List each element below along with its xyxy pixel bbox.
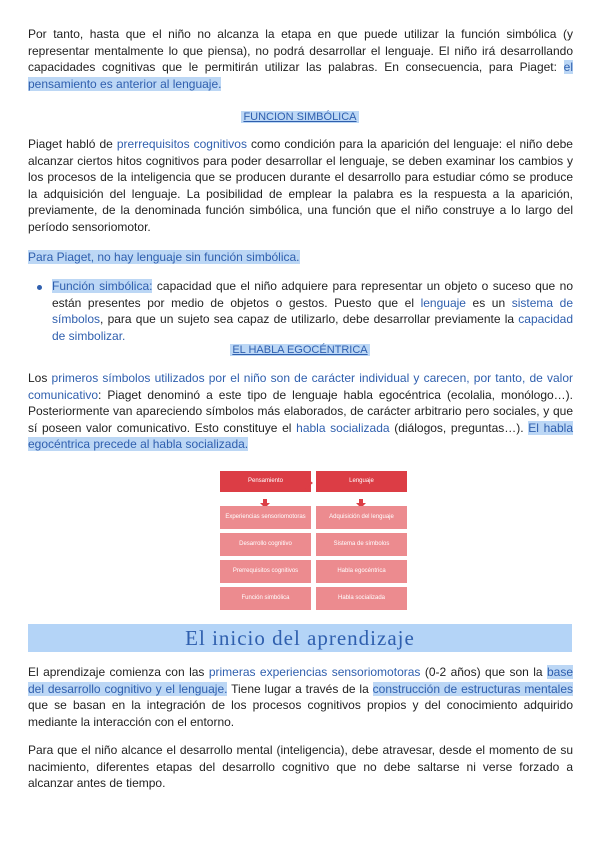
- term-capacidad-simbolizar: capacidad de simbolizar.: [52, 312, 573, 343]
- highlight-estructuras-mentales: construcción de estructuras mentales: [372, 681, 574, 696]
- diagram-left-title: Pensamiento: [220, 471, 311, 492]
- paragraph-desarrollo-mental: Para que el niño alcance el desarrollo mental (inteligencia), debe atravesar, desde el momento de su nacimiento, diferentes etapas del desarrollo cognitivo que no debe saltarse ni verse forzado a alcanzar antes de tiempo.: [28, 743, 573, 790]
- diagram-left-item: Prerrequisitos cognitivos: [220, 560, 311, 583]
- section-title: El inicio del aprendizaje: [28, 624, 572, 652]
- diagram-left-item: Desarrollo cognitivo: [220, 533, 311, 556]
- paragraph-intro: [28, 26, 573, 92]
- highlight-no-lenguaje: Para Piaget, no hay lenguaje sin función simbólica.: [28, 250, 300, 264]
- term-primeros-simbolos: primeros símbolos utilizados por el niño son de carácter individual y carecen, por tanto, de valor comunicativo: [28, 371, 573, 402]
- heading-funcion-simbolica: FUNCION SIMBÓLICA: [243, 111, 357, 123]
- term-funcion-simbolica: Función simbólica:: [52, 279, 153, 293]
- diagram-right-item: Sistema de símbolos: [316, 533, 407, 556]
- diagram-left-item: Función simbólica: [220, 587, 311, 610]
- term-sistema-simbolos: sistema de símbolos: [52, 295, 573, 326]
- diagram-right-title: Lenguaje: [316, 471, 407, 492]
- highlight-pensamiento: el pensamiento es anterior al lenguaje.: [28, 60, 573, 91]
- term-habla-socializada: habla socializada: [296, 420, 390, 435]
- bullet-dot-icon: [37, 285, 42, 290]
- right-arrow-icon: [294, 476, 314, 488]
- highlight-base-desarrollo: base del desarrollo cognitivo y el lenguaje.: [28, 665, 573, 696]
- term-experiencias-sensoriomotoras: primeras experiencias sensoriomotoras: [208, 665, 421, 679]
- paragraph-aprendizaje: El aprendizaje comienza con las primeras experiencias sensoriomotoras (0-2 años) que son la base del desarrollo cognitivo y el lenguaje. Tiene lugar a través de la construcción de estructuras mentales que se basan en la integración de los procesos cognitivos propios y del conocimiento adquirido mediante la interacción con el entorno.: [28, 665, 574, 729]
- paragraph-prerrequisitos: Piaget habló de prerrequisitos cognitivos como condición para la aparición del lenguaje: el niño debe alcanzar ciertos hitos cognitivos para poder desarrollar el lenguaje, se deben examinar los cambios y los procesos de la inteligencia que se producen durante el desarrollo para estudiar cómo se produce la adquisición del lenguaje. La posibilidad de emplear la palabra es la respuesta a la aparición, previamente, de la denominada función simbólica, una función que el niño construye a lo largo del período sensoriomotor.: [28, 137, 573, 234]
- down-arrow-icon: [356, 495, 366, 504]
- heading-habla-egocentrica: EL HABLA EGOCÉNTRICA: [232, 344, 368, 356]
- bullet-list: [28, 278, 573, 344]
- list-item-funcion-simbolica: Función simbólica: capacidad que el niño adquiere para representar un objeto o suceso que no están presentes por medio de objetos o gestos. Puesto que el lenguaje es un sistema de símbolos, para que un sujeto sea capaz de utilizarlo, debe desarrollar previamente la capacidad de simbolizar.: [28, 278, 573, 344]
- paragraph-habla: Los primeros símbolos utilizados por el niño son de carácter individual y carecen, por tanto, de valor comunicativo: Piaget denominó a este tipo de lenguaje habla egocéntrica (ecolalia, monólogo…). Posteriormente van apareciendo símbolos más elaborados, de carácter arbitrario pero sociales, y que sí poseen valor comunicativo. Esto constituye el habla socializada (diálogos, preguntas…). El habla egocéntrica precede al habla socializada.: [28, 371, 573, 451]
- term-lenguaje: lenguaje: [420, 295, 466, 310]
- highlight-habla-precede: El habla egocéntrica precede al habla socializada.: [28, 420, 573, 451]
- diagram-right-item: Habla socializada: [316, 587, 407, 610]
- diagram-right-item: Habla egocéntrica: [316, 560, 407, 583]
- paragraph-piaget-note: [28, 249, 573, 266]
- diagram-right-item: Adquisición del lenguaje: [316, 506, 407, 529]
- term-prerrequisitos: prerrequisitos cognitivos: [116, 137, 247, 151]
- diagram-left-item: Experiencias sensoriomotoras: [220, 506, 311, 529]
- down-arrow-icon: [260, 495, 270, 504]
- paragraph-intro-text: Por tanto, hasta que el niño no alcanza la etapa en que puede utilizar la función simbólica (y representar mentalmente lo que piensa), no podrá desarrollar el lenguaje. El niño irá desarrollando capacidades cognitivas que le permitirán utilizar las palabras. En consecuencia, para Piaget:: [28, 27, 573, 74]
